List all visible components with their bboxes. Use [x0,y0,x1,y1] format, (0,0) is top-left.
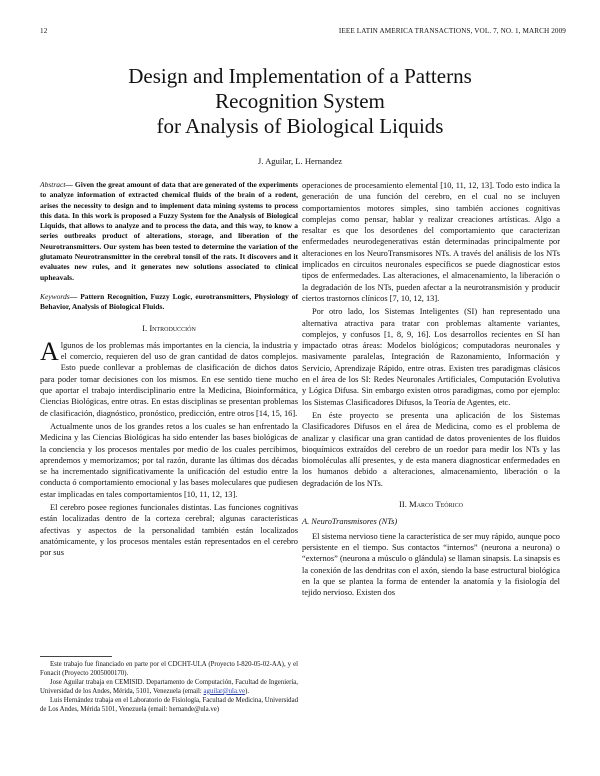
abstract-text: — Given the great amount of data that are generated of the experiments to analyze information of extracted chemical fluids of the brain of a rodent, arises the necessity to design and to implement data mining systems to process this data. In this work is proposed a Fuzzy System for the Analysis of Biological Liquids, that allows to analyze and to process the data, and this way, to know a series outbreaks product of alterations, storage, and liberation of the Neurotransmitters. Our system has been tested to determine the variation of the glutamato Neurotransmitter in the cerebral tonsil of the rats. It discovers and it evaluates new rules, and it generates new solutions associated to clinical upheavals. [40,180,298,282]
footnote-funding: Este trabajo fue financiado en parte por el CDCHT-ULA (Proyecto I-820-05-02-AA), y el Fonacit (Proyecto 2005000170). [40,661,298,677]
intro-paragraph-3: El cerebro posee regiones funcionales distintas. Las funciones cognitivas están localizadas dentro de la corteza cerebral; algunas características afectivas y aspectos de la personalidad también están localizados anatómicamente, y los procesos mentales están representados en el cerebro por sus [40,503,298,558]
marco-paragraph-1: El sistema nervioso tiene la característica de ser muy rápido, aunque poco persistente en el tiempo. Sus contactos “internos” (neurona a neurona) o “externos” (neurona a músculo o glándula) se llaman sinapsis. La sinapsis es la conexión de las dendritas con el axón, siendo la base estructural biológica en la que se plantea la forma de entender la anatomía y la fisiología del tejido nervioso. Existen dos [302,531,560,598]
title-line-3: for Analysis of Biological Liquids [156,114,444,138]
abstract [40,180,298,283]
section-heading-marco-teorico: II. Marco Teórico [399,499,463,510]
intro-paragraph-1-text: lgunos de los problemas más importantes en la ciencia, la industria y el comercio, requieren del uso de gran cantidad de datos complejos. Esto puede conllevar a problemas de clasificación de dichos datos para poder tomar decisiones con los mismos. En ese sentido tiene mucho que aportar el trabajo interdisciplinario entre la Medicina, Bioinformática, Ciencias Biológicas, entre otras. En estas disciplinas se presentan problemas de clasificación, diagnóstico, pronóstico, predicción, entre otros [14, 15, 16]. [40,340,298,418]
footnote-author-2: Luis Hernández trabaja en el Laboratorio de Fisiología, Facultad de Medicina, Universidad de Los Andes, Mérida 5101, Venezuela (email: hernande@ula.ve) [40,697,298,713]
intro-paragraph-2: Actualmente unos de los grandes retos a los cuales se han enfrentado la Medicina y las Ciencias Biológicas ha sido entender las bases biológicas de la conciencia y los procesos mentales por medio de los cuales percibimos, aprendemos y memorizamos; por tal razón, durante las últimas dos décadas se ha incrementado significativamente la unificación del estudio entre la conducta ó comportamiento emocional y las bases moleculares que pudiesen estar implicadas en tales comportamientos [10, 11, 12, 13]. [40,421,298,499]
right-paragraph-3: En éste proyecto se presenta una aplicación de los Sistemas Clasificadores Difusos en el área de Medicina, como es el problema de analizar y clasificar una gran cantidad de datos provenientes de los fluidos bioquímicos extraídos del cerebro de un roedor para medir los NTs y las biomoléculas allí presentes, y de esta manera diagnosticar enfermedades en los humanos debido a alteraciones, almacenamiento, liberación o la degradación de los NTs. [302,410,560,488]
footnote-author-1-end: ). [245,687,250,695]
intro-paragraph-1 [40,336,298,419]
journal-header: IEEE LATIN AMERICA TRANSACTIONS, VOL. 7, NO. 1, MARCH 2009 [338,27,566,35]
right-paragraph-2: Por otro lado, los Sistemas Inteligentes (SI) han representado una alternativa atractiva para tratar con problemas altamente variantes, complejos, y confusos [1, 8, 9, 16]. Los desarrollos recientes en SI han impactado otras áreas: Modelos biológicos; computadoras neuronales y masivamente paralelas, Integración de Razonamiento, Información y Servicio, Aprendizaje Rápido, entre otras. Existen tres paradigmas clásicos en el área de los SI: Redes Neuronales Artificiales, Computación Evolutiva y Lógica Difusa. Sin embargo existen otros paradigmas, como por ejemplo: los Sistemas Clasificadores Difusos, la Teoría de Agentes, etc. [302,307,560,407]
drop-cap: A [40,336,59,366]
footnote-author-1 [40,679,298,696]
authors: J. Aguilar, L. Hernandez [257,156,343,166]
keywords-label: Keywords [40,291,70,301]
left-column [40,180,298,559]
title-line-1: Design and Implementation of a Patterns [128,64,472,88]
footnote-divider [40,656,112,657]
paper-title [60,64,540,139]
footnote-author-1-text: Jose Aguilar trabaja en CEMISID. Departamento de Computación, Facultad de Ingeniería, Universidad de los Andes, Mérida, 5101, Venezuela (email: [40,679,298,695]
page-number: 12 [40,27,48,35]
footnotes [40,656,298,716]
right-paragraph-1: operaciones de procesamiento elemental [10, 11, 12, 13]. Todo esto indica la generación de una función del cerebro, en el cual no se incluyen comportamientos motores simples, sino también acciones cognitivas complejas como pensar, hablar y realizar creaciones artísticas. Algo a resaltar es que los desordenes del comportamiento que caracterizan enfermedades neurodegenerativas están determinadas principalmente por alteraciones en los NeuroTransmisores NTs. A través del análisis de los NTs implicados en circuitos neuronales específicos se puede diagnosticar estos tipos de enfermedades. Las alteraciones, el almacenamiento, la liberación o la degradación de los NTs, pueden afectar a la neurotransmisión y producir ciertos trastornos clínicos [7, 10, 12, 13]. [302,181,560,303]
right-column [302,180,560,598]
title-line-2: Recognition System [215,89,385,113]
subsection-heading-neurotransmisores: A. NeuroTransmisores (NTs) [302,517,398,527]
abstract-label: Abstract [40,180,66,189]
keywords-text: — Pattern Recognition, Fuzzy Logic, eurotransmitters, Physiology of Behavior, Analysis of Biological Fluids. [40,291,298,312]
section-heading-introduction: I. Introducción [142,322,196,333]
author-email-link[interactable]: aguilar@ula.ve [203,687,246,695]
keywords [40,292,298,313]
